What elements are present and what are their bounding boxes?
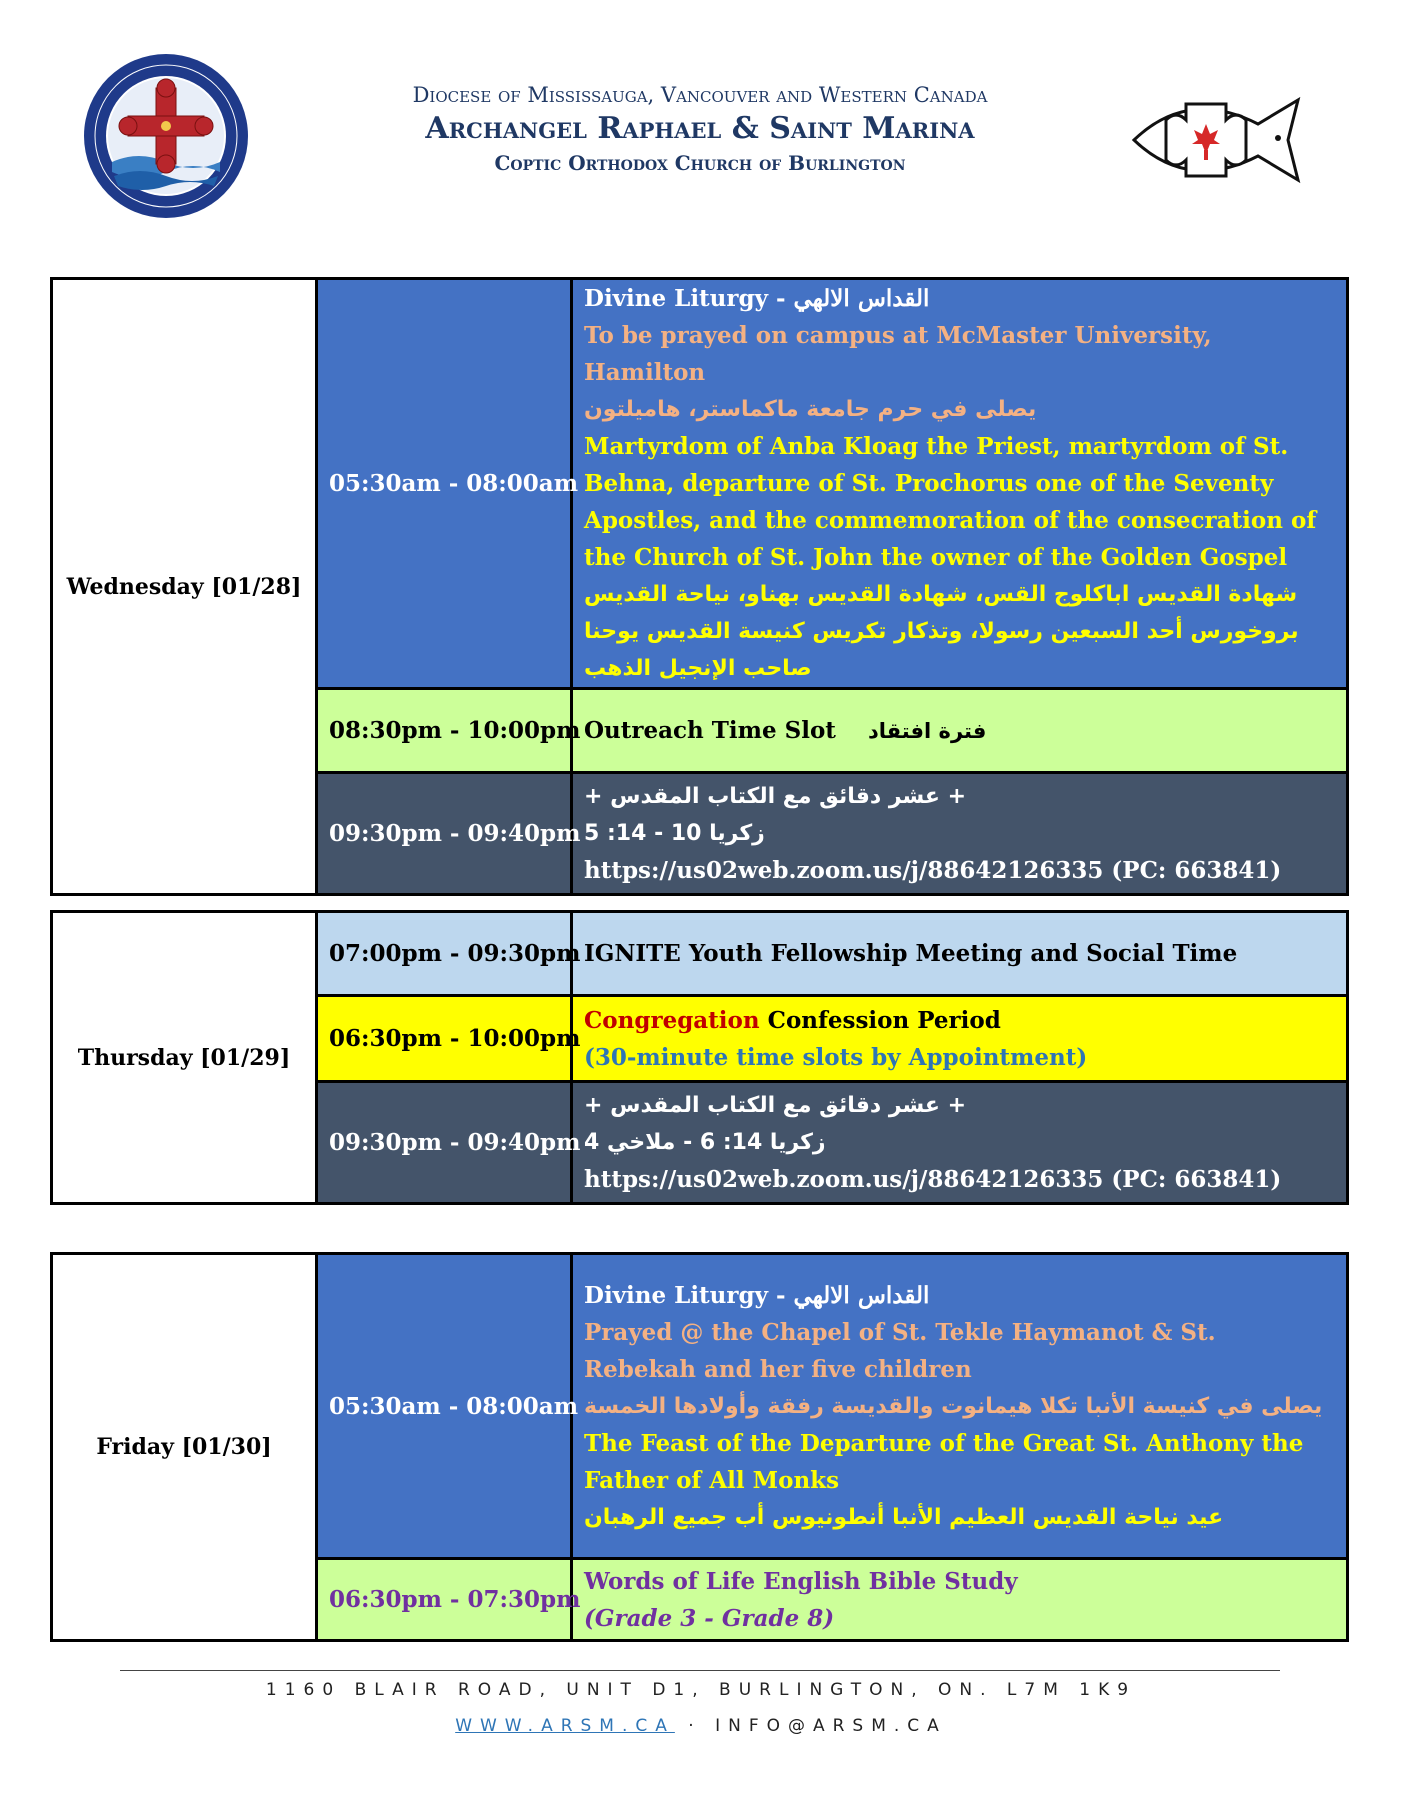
event-title: Words of Life English Bible Study bbox=[584, 1567, 1018, 1595]
email-address[interactable]: INFO@ARSM.CA bbox=[715, 1716, 947, 1736]
event-description bbox=[572, 1254, 1348, 1559]
time-slot: 06:30pm - 10:00pm bbox=[317, 996, 572, 1082]
scripture-reference: زكريا 14: 6 - ملاخي 4 bbox=[584, 1130, 826, 1155]
event-title-arabic: + عشر دقائق مع الكتاب المقدس + bbox=[584, 1093, 967, 1118]
footer-contact bbox=[0, 1716, 1402, 1736]
time-slot: 09:30pm - 09:40pm bbox=[317, 773, 572, 895]
event-location: To be prayed on campus at McMaster University, Hamilton bbox=[584, 322, 1212, 386]
letterhead bbox=[330, 80, 1070, 178]
church-name: Archangel Raphael & Saint Marina bbox=[425, 111, 975, 146]
event-title-arabic: + عشر دقائق مع الكتاب المقدس + bbox=[584, 784, 967, 809]
event-description bbox=[572, 1559, 1348, 1641]
event-note: (Grade 3 - Grade 8) bbox=[584, 1604, 835, 1632]
event-title: IGNITE Youth Fellowship Meeting and Social Time bbox=[584, 940, 1238, 967]
event-commemoration: Martyrdom of Anba Kloag the Priest, martyrdom of St. Behna, departure of St. Prochorus one of the Seventy Apostles, and the commemoration of the consecration of the Church of St. John the owner of the Golden Gospel bbox=[584, 433, 1317, 571]
event-location-arabic: يصلى في حرم جامعة ماكماستر، هاميلتون bbox=[584, 397, 1037, 422]
footer-divider bbox=[120, 1670, 1280, 1671]
footer-separator: · bbox=[688, 1716, 702, 1736]
event-description bbox=[572, 912, 1348, 996]
event-commemoration: The Feast of the Departure of the Great St. Anthony the Father of All Monks bbox=[584, 1429, 1304, 1494]
time-slot: 09:30pm - 09:40pm bbox=[317, 1082, 572, 1204]
event-description bbox=[572, 689, 1348, 773]
day-label: Thursday [01/29] bbox=[52, 912, 317, 1204]
event-description bbox=[572, 279, 1348, 689]
event-title-highlight: Congregation bbox=[584, 1006, 760, 1034]
time-slot: 07:00pm - 09:30pm bbox=[317, 912, 572, 996]
event-description bbox=[572, 773, 1348, 895]
church-seal-logo bbox=[82, 52, 250, 220]
event-title: Confession Period bbox=[767, 1006, 1001, 1034]
event-commemoration-arabic: شهادة القديس اباكلوج القس، شهادة القديس بهناو، نياحة القديس بروخورس أحد السبعين رسولا، وتذكار تكريس كنيسة القديس يوحنا صاحب الإنجيل الذهب bbox=[584, 582, 1299, 681]
event-note: (30-minute time slots by Appointment) bbox=[584, 1043, 1088, 1071]
event-title: Divine Liturgy - القداس الالهي bbox=[584, 1281, 930, 1309]
church-subtitle: Coptic Orthodox Church of Burlington bbox=[494, 151, 906, 175]
zoom-link[interactable]: https://us02web.zoom.us/j/88642126335 (PC: 663841) bbox=[584, 1166, 1282, 1193]
event-commemoration-arabic: عيد نياحة القديس العظيم الأنبا أنطونيوس أب جميع الرهبان bbox=[584, 1504, 1224, 1530]
website-link[interactable]: WWW.ARSM.CA bbox=[455, 1716, 675, 1736]
time-slot: 05:30am - 08:00am bbox=[317, 1254, 572, 1559]
diocese-cross-fish-logo bbox=[1128, 80, 1328, 200]
event-location: Prayed @ the Chapel of St. Tekle Haymanot & St. Rebekah and her five children bbox=[584, 1318, 1216, 1383]
event-location-arabic: يصلى في كنيسة الأنبا تكلا هيمانوت والقديسة رفقة وأولادها الخمسة bbox=[584, 1393, 1323, 1419]
footer-address: 1160 BLAIR ROAD, UNIT D1, BURLINGTON, ON. L7M 1K9 bbox=[265, 1680, 1137, 1700]
event-description bbox=[572, 996, 1348, 1082]
time-slot: 05:30am - 08:00am bbox=[317, 279, 572, 689]
schedule-wednesday bbox=[50, 277, 1349, 896]
schedule-friday bbox=[50, 1252, 1349, 1642]
event-title-arabic: فترة افتقاد bbox=[867, 718, 987, 743]
schedule-thursday bbox=[50, 910, 1349, 1205]
zoom-link[interactable]: https://us02web.zoom.us/j/88642126335 (PC: 663841) bbox=[584, 857, 1282, 884]
time-slot: 06:30pm - 07:30pm bbox=[317, 1559, 572, 1641]
diocese-name: Diocese of Mississauga, Vancouver and Western Canada bbox=[412, 83, 988, 107]
time-slot: 08:30pm - 10:00pm bbox=[317, 689, 572, 773]
scripture-reference: زكريا 10 - 14: 5 bbox=[584, 821, 765, 846]
day-label: Wednesday [01/28] bbox=[52, 279, 317, 895]
event-description bbox=[572, 1082, 1348, 1204]
event-title: Divine Liturgy - القداس الالهي bbox=[584, 285, 930, 312]
day-label: Friday [01/30] bbox=[52, 1254, 317, 1641]
event-title: Outreach Time Slot bbox=[584, 716, 836, 744]
